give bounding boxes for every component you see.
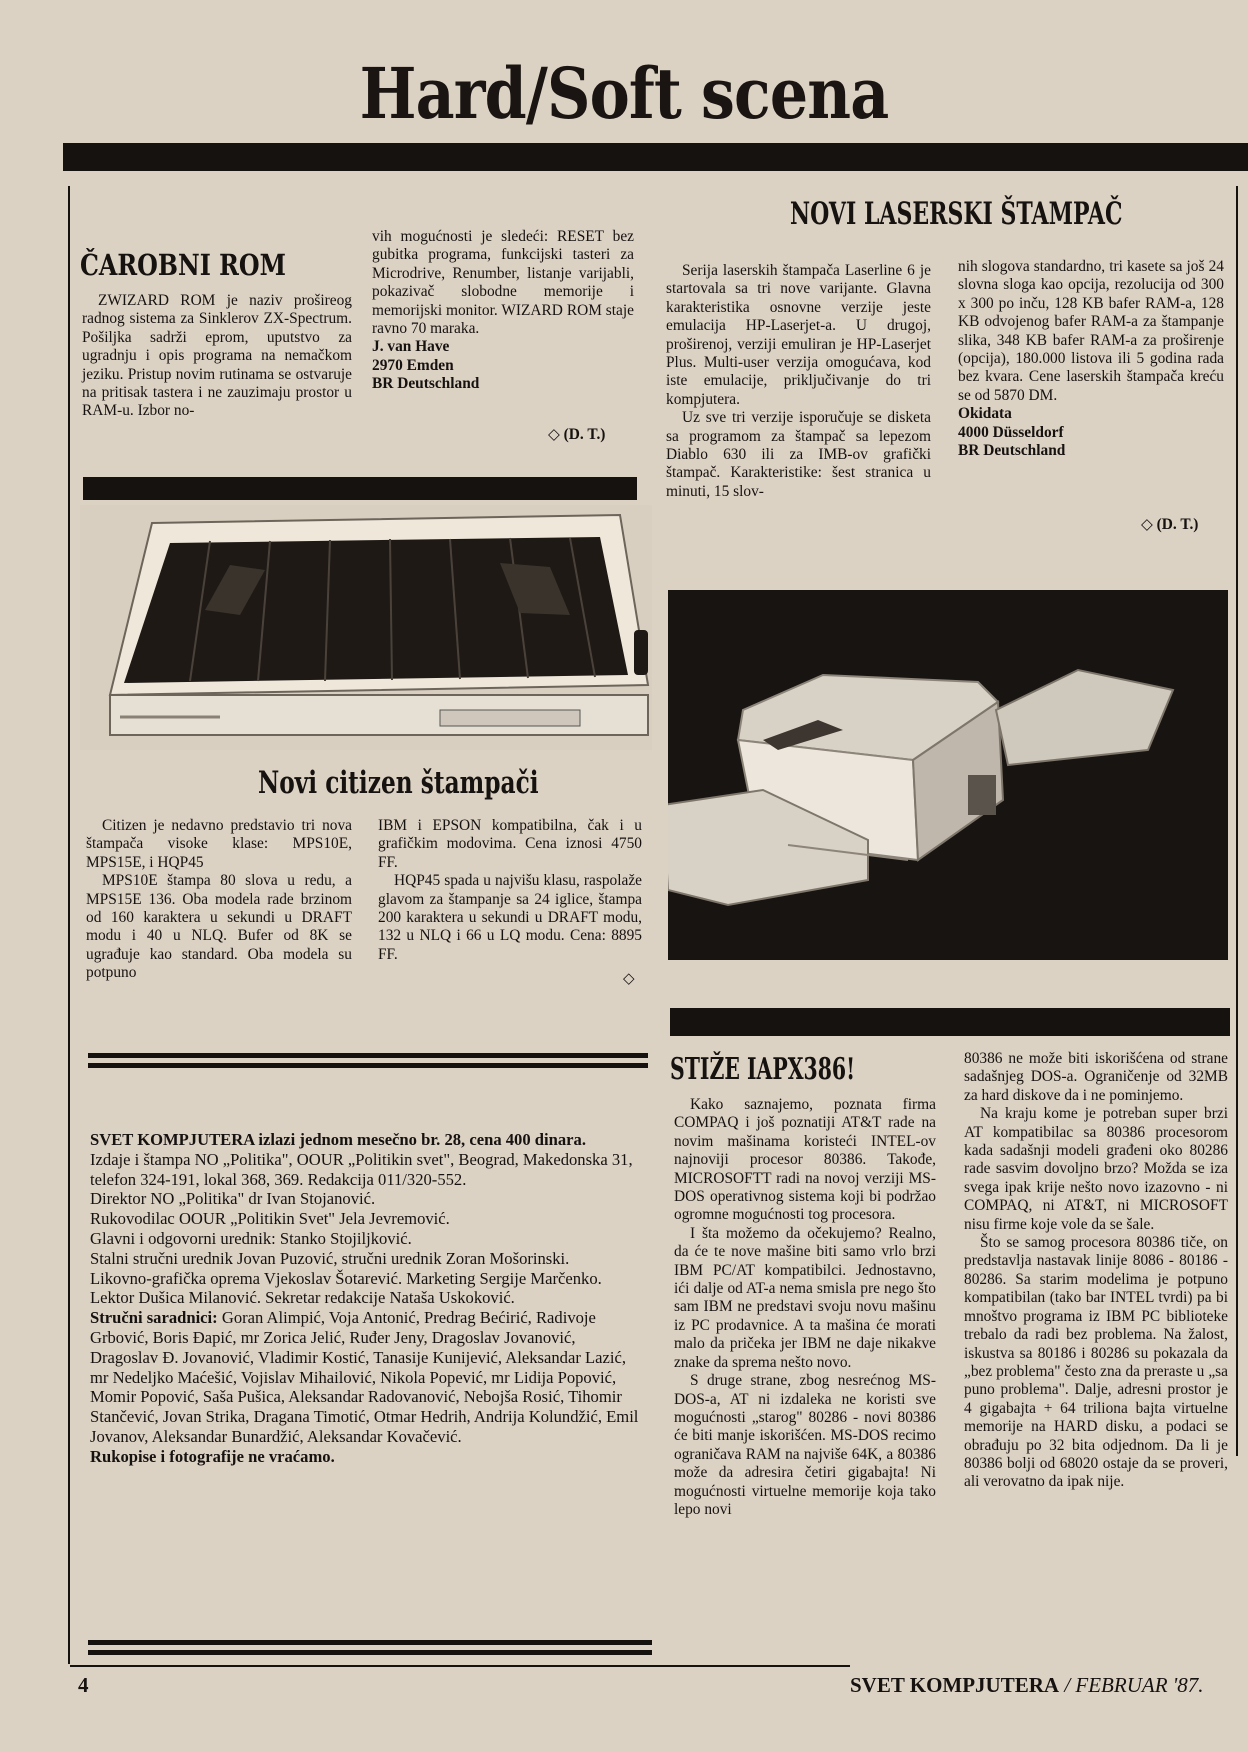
imprint-line-9: Rukopise i fotografije ne vraćamo. [90, 1446, 335, 1466]
imprint-line-8 [90, 1308, 640, 1447]
carobni-col2 [372, 228, 634, 394]
iapx-col1 [674, 1096, 936, 1519]
laser-title: NOVI LASERSKI ŠTAMPAČ [790, 196, 1123, 232]
citizen-col1-p1: Citizen je nedavno predstavio tri nova štampača visoke klase: MPS10E, MPS15E, i HQP45 [86, 817, 352, 871]
carobni-addr-country: BR Deutschland [372, 375, 480, 393]
imprint-rule-top-1 [88, 1053, 648, 1058]
iapx-col1-p2: I šta možemo da očekujemo? Realno, da će te nove mašine biti samo vrlo brzi IBM PC/AT kompatibilci. Jednostavno, ići dalje od AT-a nema smisla pre nego što sam IBM ne predstavi svoju novu mašinu iz PC prodavnice. A ta mašina će morati malo da pričeka jer IBM ne daje nikakve znake da sprema nešto novo. [674, 1224, 936, 1371]
iapx-col2 [964, 1050, 1228, 1492]
imprint-line-2: Izdaje i štampa NO „Politika", OOUR „Politikin svet", Beograd, Makedonska 31, telefon 324-191, lokal 368, 369. Redakcija 011/320-552. [90, 1149, 633, 1189]
frame-left-rule [68, 186, 70, 1664]
iapx-col2-p1: 80386 ne može biti iskorišćena od strane sadašnjeg DOS-a. Ograničenje od 32MB za hard diskove da i ne pominjemo. [964, 1050, 1228, 1104]
laser-signature: ◇ (D. T.) [1141, 516, 1199, 533]
citizen-col2-p2: HQP45 spada u najvišu klasu, raspolaže glavom za štampanje sa 24 iglice, štampa 200 karaktera u sekundi u DRAFT modu, 132 u NLQ i 66 u LQ modu. Cena: 8895 FF. [378, 872, 642, 963]
laser-addr-city: 4000 Düsseldorf [958, 423, 1064, 441]
imprint-line-3: Direktor NO „Politika" dr Ivan Stojanović. [90, 1189, 376, 1209]
citizen-col1 [86, 817, 352, 983]
carobni-col1 [82, 292, 352, 421]
imprint-saradnici-list: Goran Alimpić, Voja Antonić, Predrag Bećirić, Radivoje Grbović, Boris Đapić, mr Zorica Jelić, Ruđer Jeny, Dragoslav Jovanović, Dragoslav Đ. Jovanović, Vladimir Kostić, Tanasije Kunijević, Aleksandar Lazić, mr Nedeljko Maćešić, Vojislav Mihailović, Nikola Popević, mr Lidija Popović, Momir Popović, Saša Pušica, Aleksandar Radovanović, Nebojša Rosić, Tihomir Stančević, Jovan Strika, Dragana Timotić, Otmar Hedrih, Andrija Kolundžić, Emil Jovanov, Aleksandar Bunardžić, Aleksandar Kovačević. [90, 1308, 639, 1446]
laser-col1 [666, 262, 931, 501]
carobni-addr-name: J. van Have [372, 338, 450, 356]
carobni-col2-text: vih mogućnosti je sledeći: RESET bez gubitka programa, funkcijski tasteri za Microdrive, Renumber, listanje varijabli, pokazivač slobodne memorije i memorijski monitor. WIZARD ROM staje ravno 70 maraka. [372, 228, 634, 338]
iapx-col1-p1: Kako saznajemo, poznata firma COMPAQ i još poznatiji AT&T rade na novim mašinama koristeći INTEL-ov najnoviji procesor 80386. Takođe, MICROSOFTT radi na novoj verziji MS-DOS operativnog sistema koji bi podržao ogromne mogućnosti tog procesora. [674, 1096, 936, 1224]
footer-credit [850, 1673, 1204, 1698]
citizen-col2 [378, 817, 642, 964]
iapx-title: STIŽE IAPX386! [670, 1052, 856, 1087]
imprint-saradnici-label: Stručni saradnici: [90, 1308, 218, 1328]
imprint-rule-top-2 [88, 1063, 648, 1068]
imprint-line-4: Rukovodilac OOUR „Politikin Svet" Jela Jevremović. [90, 1209, 450, 1229]
laser-col1-p1: Serija laserskih štampača Laserline 6 je startovala sa tri nove varijante. Glavna karakteristika osnovne verzije jeste emulacija HP-Laserjet-a. U drugoj, proširenoj, verziji emuliran je HP-Laserjet Plus. Multi-user verzija omogućava, kod iste emulacije, priključivanje do tri kompjutera. [666, 262, 931, 408]
iapx-col2-p3: Što se samog procesora 80386 tiče, on predstavlja nastavak linije 8086 - 80186 - 80286. Sa starim modelima je potpuno kompatibilan (tako bar INTEL tvrdi) pa bi mnoštvo programa iz IBM PC biblioteke trebalo da radi bez problema. Na žalost, iskustva sa 80186 i 80286 su pokazala da „bez problema" često zna da preraste u „sa puno problema". Dalje, adresni prostor je 4 gigabajta + 64 triliona bajta virtuelne memorije na HARD disku, a podaci se obrađuju po 32 bita odjednom. Da li je 80386 bolji od 68020 ostaje da se proveri, ali verovatno da ipak nije. [964, 1234, 1228, 1491]
imprint-rule-bottom-2 [88, 1650, 652, 1655]
printer-photo-rule [83, 477, 637, 500]
citizen-end-mark: ◇ [623, 969, 635, 987]
imprint-line-6: Stalni stručni urednik Jovan Puzović, stručni urednik Zoran Mošorinski. [90, 1248, 570, 1268]
carobni-title: ČAROBNI ROM [80, 248, 286, 282]
imprint-line-1: SVET KOMPJUTERA izlazi jednom mesečno br. 28, cena 400 dinara. [90, 1130, 586, 1149]
carobni-col1-text: ZWIZARD ROM je naziv prošireog radnog sistema za Sinklerov ZX-Spectrum. Pošiljka sadrži eprom, uputstvo za ugradnju i opis programa na nemačkom jeziku. Pristup novim rutinama se ostvaruje na pritisak tastera i ne zauzimaju prostor u RAM-u. Izbor no- [82, 292, 352, 420]
page-number: 4 [78, 1673, 89, 1697]
citizen-col2-p1: IBM i EPSON kompatibilna, čak i u grafičkim modovima. Cena iznosi 4750 FF. [378, 817, 642, 871]
footer-rule [70, 1665, 850, 1667]
dot-matrix-printer-photo [80, 505, 652, 750]
laser-col2 [958, 258, 1224, 460]
imprint-line-5: Glavni i odgovorni urednik: Stanko Stojiljković. [90, 1228, 412, 1248]
laser-printer-photo [668, 590, 1228, 960]
footer-magazine: SVET KOMPJUTERA [850, 1673, 1060, 1697]
citizen-col1-p2: MPS10E štampa 80 slova u redu, a MPS15E 136. Oba modela rade brzinom od 160 karaktera u sekundi u DRAFT modu i 40 u NLQ. Bufer od 8K se ugrađuje kao standard. Oba modela su potpuno [86, 872, 352, 982]
page-title: Hard/Soft scena [359, 52, 889, 135]
laser-addr-name: Okidata [958, 405, 1012, 423]
imprint-line-7: Likovno-grafička oprema Vjekoslav Šotarević. Marketing Sergije Marčenko. Lektor Dušica Milanović. Sekretar redakcije Nataša Uskoković. [90, 1268, 602, 1308]
imprint [90, 1130, 640, 1467]
laser-addr-country: BR Deutschland [958, 442, 1066, 460]
citizen-title: Novi citizen štampači [258, 765, 539, 801]
carobni-addr-city: 2970 Emden [372, 356, 454, 374]
iapx-rule [670, 1008, 1230, 1036]
footer-issue: FEBRUAR '87. [1075, 1673, 1204, 1697]
carobni-signature: ◇ (D. T.) [548, 426, 606, 443]
masthead-rule [63, 143, 1248, 171]
footer-separator: / [1059, 1673, 1076, 1697]
frame-right-rule [1236, 186, 1238, 1456]
iapx-col1-p3: S druge strane, zbog nesrećnog MS-DOS-a, AT ni izdaleka ne koristi sve mogućnosti „starog" 80286 - novi 80386 će biti manje iskorišćen. MS-DOS recimo ograničava RAM na najviše 64K, a 80386 može da adresira četiri gigabajta! Ni mogućnosti virtuelne memorije koja tako lepo novi [674, 1372, 936, 1518]
laser-col2-text: nih slogova standardno, tri kasete sa još 24 slovna sloga kao opcija, rezolucija od 300 x 300 po inču, 128 KB bafer RAM-a, 128 KB odvojenog bafer RAM-a za štampanje slika, 348 KB bafer RAM-a za proširenje (opcija), 180.000 listova ili 5 godina rada bez kvara. Cene laserskih štampača kreću se od 5870 DM. [958, 258, 1224, 404]
iapx-col2-p2: Na kraju kome je potreban super brzi AT kompatibilac sa 80386 procesorom kada sadašnji modeli građeni oko 80286 rade sasvim dovoljno brzo? Možda se iza svega ipak krije nešto novo izazovno - ni COMPAQ, ni AT&T, ni MICROSOFT nisu firme koje vole da se šale. [964, 1105, 1228, 1233]
imprint-rule-bottom-1 [88, 1640, 652, 1645]
laser-col1-p2: Uz sve tri verzije isporučuje se disketa sa programom za štampač sa lepezom Diablo 630 ili za IMB-ov grafički štampač. Karakteristike: šest stranica u minuti, 15 slov- [666, 409, 931, 500]
